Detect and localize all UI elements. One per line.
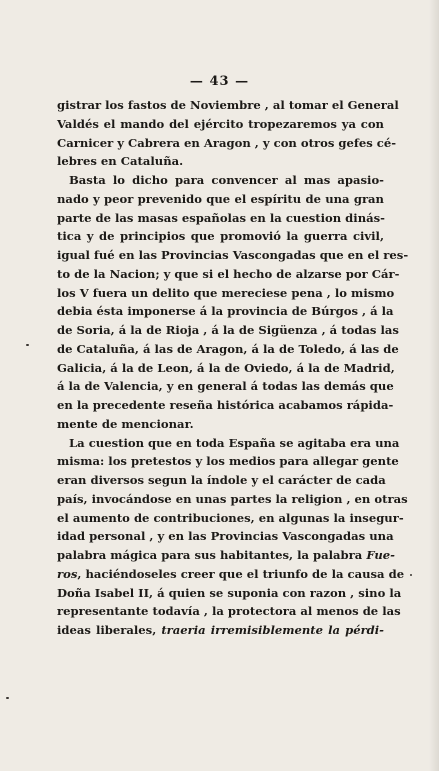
paper-speck bbox=[410, 574, 412, 576]
text-line: representante todavía , la protectora al menos de las bbox=[57, 604, 401, 619]
page-edge-shadow bbox=[429, 0, 439, 771]
text-line bbox=[57, 565, 405, 584]
text-line: debia ésta imponerse á la provincia de Búrgos , á la bbox=[57, 304, 394, 319]
italic-text: Fue- bbox=[366, 548, 395, 562]
text-segment: ideas liberales, bbox=[57, 623, 157, 637]
text-line: el aumento de contribuciones, en algunas la insegur- bbox=[57, 510, 404, 525]
paragraph-start-line: Basta lo dicho para convencer al mas apasio- bbox=[69, 173, 384, 187]
text-line bbox=[57, 621, 384, 640]
paper-speck bbox=[6, 697, 9, 699]
body-text bbox=[57, 96, 409, 640]
text-segment: palabra mágica para sus habitantes, la palabra bbox=[57, 548, 367, 562]
italic-text: ros bbox=[57, 566, 78, 581]
text-line: de Cataluña, á las de Aragon, á la de Toledo, á las de bbox=[57, 341, 399, 356]
italic-text: traeria irremisiblemente la pérdi- bbox=[161, 623, 384, 637]
page-number: — 43 — bbox=[189, 74, 250, 89]
text-line: to de la Nacion; y que si el hecho de alzarse por Cár- bbox=[57, 266, 400, 281]
text-line: Galicia, á la de Leon, á la de Oviedo, á la de Madrid, bbox=[57, 360, 395, 375]
text-line: de Soria, á la de Rioja , á la de Sigüenza , á todas las bbox=[57, 323, 399, 337]
text-line: Valdés el mando del ejército tropezaremos ya con bbox=[57, 116, 384, 131]
text-line: mente de mencionar. bbox=[57, 416, 194, 431]
text-line: á la de Valencia, y en general á todas las demás que bbox=[57, 379, 394, 394]
text-line bbox=[57, 546, 395, 565]
text-line: misma: los pretestos y los medios para allegar gente bbox=[57, 454, 399, 469]
text-line: país, invocándose en unas partes la religion , en otras bbox=[57, 491, 408, 506]
text-line: tica y de principios que promovió la guerra civil, bbox=[57, 229, 384, 244]
text-line: Carnicer y Cabrera en Aragon , y con otros gefes cé- bbox=[57, 135, 397, 150]
paragraph-start-line: La cuestion que en toda España se agitaba era una bbox=[69, 435, 400, 450]
text-line: nado y peor prevenido que el espíritu de una gran bbox=[57, 191, 384, 206]
text-line: en la precedente reseña histórica acabamos rápida- bbox=[57, 398, 394, 412]
paper-speck bbox=[26, 344, 29, 346]
text-line: lebres en Cataluña. bbox=[57, 154, 184, 169]
text-line: gistrar los fastos de Noviembre , al tomar el General bbox=[57, 98, 399, 112]
text-line: Doña Isabel II, á quien se suponia con razon , sino la bbox=[57, 585, 402, 600]
text-line: parte de las masas españolas en la cuestion dinás- bbox=[57, 210, 385, 225]
text-segment: , haciéndoseles creer que el triunfo de la causa de bbox=[77, 566, 405, 581]
text-line: idad personal , y en las Provincias Vascongadas una bbox=[57, 529, 394, 544]
text-line: eran diversos segun la índole y el carácter de cada bbox=[57, 473, 386, 487]
text-line: igual fué en las Provincias Vascongadas que en el res- bbox=[57, 248, 409, 262]
text-line: los V fuera un delito que mereciese pena , lo mismo bbox=[57, 285, 395, 300]
